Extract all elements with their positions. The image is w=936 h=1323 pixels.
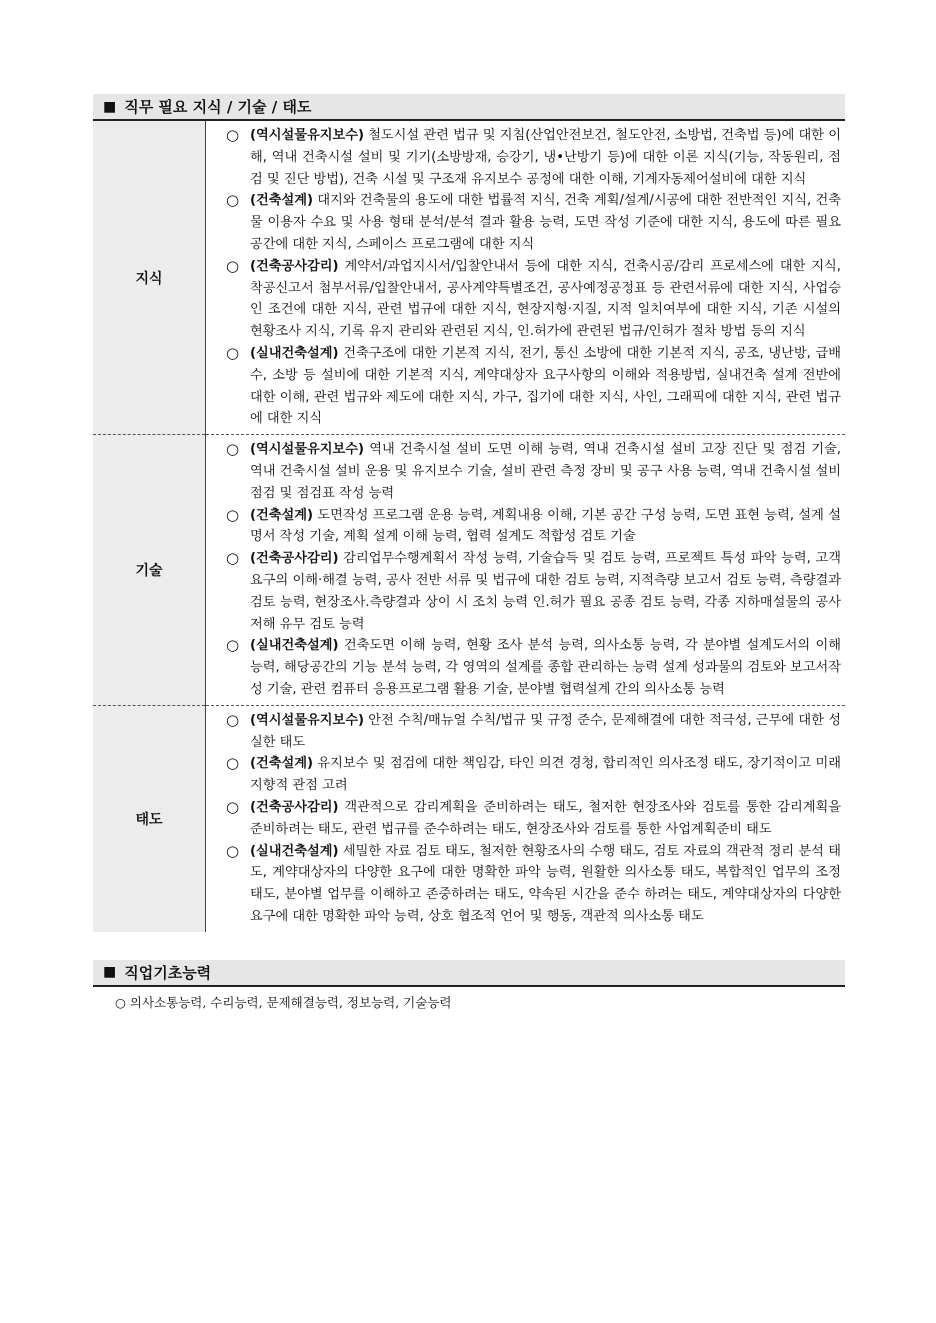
circle-bullet-icon: ○: [226, 797, 240, 816]
item-category: (역시설물유지보수): [250, 712, 364, 728]
list-item: [226, 841, 841, 928]
circle-bullet-icon: ○: [226, 126, 240, 144]
item-description: 안전 수칙/매뉴얼 수칙/법규 및 규정 준수, 문제해결에 대한 적극성, 근무에 대한 성실한 태도: [250, 712, 841, 750]
list-item: [226, 256, 841, 343]
item-description: 계약서/과업지시서/입찰안내서 등에 대한 지식, 건축시공/감리 프로세스에 대한 지식, 착공신고서 첨부서류/입찰안내서, 공사계약특별조건, 공사예정공정표 등 관련서류에 대한 지식, 사업승인 조건에 대한 지식, 관련 법규에 대한 지식, 현장지형·지질, 지적 일치여부에 대한 지식, 기존 시설의 현황조사 지식, 기록 유지 관리와 관련된 지식, 인.허가에 관련된 법규/인허가 절차 방법 등의 지식: [250, 258, 841, 340]
document: [93, 94, 845, 1011]
circle-bullet-icon: ○: [226, 549, 240, 568]
row-label: 태도: [93, 705, 206, 931]
item-description: 객관적으로 감리계획을 준비하려는 태도, 철저한 현장조사와 검토를 통한 감리계획을 준비하려는 태도, 관련 법규를 준수하려는 태도, 현장조사와 검토를 통한 사업계획준비 태도: [250, 799, 841, 837]
basic-ability-list: ○ 의사소통능력, 수리능력, 문제해결능력, 정보능력, 기술능력: [115, 994, 452, 1010]
row-content: [206, 705, 846, 931]
list-item: [226, 548, 841, 635]
item-category: (건축공사감리): [250, 799, 339, 815]
item-description: 철도시설 관련 법규 및 지침(산업안전보건, 철도안전, 소방법, 건축법 등)에 대한 이해, 역내 건축시설 설비 및 기기(소방방재, 승강기, 냉•난방기 등)에 대한 이론 지식(기능, 작동원리, 점검 및 진단 방법), 건축 시설 및 구조재 유지보수 공정에 대한 이해, 기계자동제어설비에 대한 지식: [250, 128, 841, 187]
table-row: [93, 705, 845, 931]
section-header-competency: [93, 94, 845, 121]
item-text: [250, 841, 841, 928]
circle-bullet-icon: ○: [226, 636, 240, 655]
item-text: [250, 125, 841, 190]
list-item: [226, 190, 841, 255]
competency-table: [93, 121, 845, 932]
circle-bullet-icon: ○: [226, 505, 240, 524]
item-category: (건축설계): [250, 193, 314, 209]
row-label: 지식: [93, 121, 206, 435]
row-content: [206, 435, 846, 706]
section-header-basic: [93, 960, 845, 987]
item-category: (역시설물유지보수): [250, 128, 364, 143]
item-category: (건축공사감리): [250, 551, 339, 567]
item-text: [250, 256, 841, 343]
item-text: [250, 797, 841, 841]
item-text: [250, 710, 841, 754]
item-description: 대지와 건축물의 용도에 대한 법률적 지식, 건축 계획/설계/시공에 대한 전반적인 지식, 건축물 이용자 수요 및 사용 형태 분석/분석 결과 활용 능력, 도면 작성 기준에 대한 지식, 용도에 따른 필요 공간에 대한 지식, 스페이스 프로그램에 대한 지식: [250, 193, 841, 252]
list-item: [226, 125, 841, 190]
item-category: (역시설물유지보수): [250, 442, 364, 458]
item-text: [250, 548, 841, 635]
item-description: 감리업무수행계획서 작성 능력, 기술습득 및 검토 능력, 프로젝트 특성 파악 능력, 고객요구의 이해·해결 능력, 공사 전반 서류 및 법규에 대한 검토 능력, 지적측량 보고서 검토 능력, 측량결과 검토 능력, 현장조사.측량결과 상이 시 조치 능력 인.허가 필요 공종 검토 능력, 각종 지하매설물의 공사저해 유무 검토 능력: [250, 551, 841, 632]
list-item: [226, 439, 841, 504]
item-category: (건축설계): [250, 507, 314, 523]
list-item: [226, 753, 841, 797]
item-text: [250, 753, 841, 797]
item-text: [250, 439, 841, 504]
row-content: [206, 121, 846, 435]
item-text: [250, 343, 841, 430]
table-row: [93, 121, 845, 435]
list-item: [226, 797, 841, 841]
item-text: [250, 190, 841, 255]
circle-bullet-icon: ○: [226, 191, 240, 210]
item-category: (건축공사감리): [250, 258, 339, 274]
row-label: 기술: [93, 435, 206, 706]
item-category: (실내건축설계): [250, 843, 339, 859]
table-row: [93, 435, 845, 706]
square-bullet-icon: ■: [103, 98, 117, 115]
item-category: (실내건축설계): [250, 345, 339, 361]
circle-bullet-icon: ○: [226, 343, 240, 362]
item-description: 역내 건축시설 설비 도면 이해 능력, 역내 건축시설 설비 고장 진단 및 점검 기술, 역내 건축시설 설비 운용 및 유지보수 기술, 설비 관련 측정 장비 및 공구 사용 능력, 역내 건축시설 설비 점검 및 점검표 작성 능력: [250, 442, 841, 501]
item-text: [250, 635, 841, 700]
item-description: 건축구조에 대한 기본적 지식, 전기, 통신 소방에 대한 기본적 지식, 공조, 냉난방, 급배수, 소방 등 설비에 대한 기본적 지식, 계약대상자 요구사항의 이해와 적용방법, 실내건축 설계 전반에 대한 이해, 관련 법규와 제도에 대한 지식, 가구, 집기에 대한 지식, 사인, 그래픽에 대한 지식, 관련 법규에 대한 지식: [250, 345, 841, 427]
list-item: [226, 635, 841, 700]
item-description: 세밀한 자료 검토 태도, 철저한 현황조사의 수행 태도, 검토 자료의 객관적 정리 분석 태도, 계약대상자의 다양한 요구에 대한 명확한 파악 능력, 원활한 의사소통 태도, 복합적인 업무의 조정 태도, 분야별 업무를 이해하고 존중하려는 태도, 약속된 시간을 준수 하려는 태도, 계약대상자의 다양한 요구에 대한 명확한 파악 능력, 상호 협조적 언어 및 행동, 객관적 의사소통 태도: [250, 843, 841, 924]
section-title: 직업기초능력: [124, 963, 212, 982]
circle-bullet-icon: ○: [226, 754, 240, 773]
list-item: [226, 505, 841, 549]
item-description: 건축도면 이해 능력, 현황 조사 분석 능력, 의사소통 능력, 각 분야별 설계도서의 이해 능력, 해당공간의 기능 분석 능력, 각 영역의 설계를 종합 관리하는 능력 설계 성과물의 검토와 보고서작성 기술, 관련 컴퓨터 응용프로그램 활용 기술, 분야별 협력설계 간의 의사소통 능력: [250, 638, 841, 697]
circle-bullet-icon: ○: [226, 710, 240, 729]
item-category: (건축설계): [250, 756, 314, 772]
item-description: 유지보수 및 점검에 대한 책임감, 타인 의견 경청, 합리적인 의사조정 태도, 장기적이고 미래지향적 관점 고려: [250, 756, 841, 794]
item-text: [250, 505, 841, 549]
circle-bullet-icon: ○: [226, 841, 240, 860]
item-category: (실내건축설계): [250, 638, 339, 654]
item-description: 도면작성 프로그램 운용 능력, 계획내용 이해, 기본 공간 구성 능력, 도면 표현 능력, 설계 설명서 작성 기술, 계획 설계 이해 능력, 협력 설계도 적합성 검토 기술: [250, 507, 841, 545]
circle-bullet-icon: ○: [226, 256, 240, 275]
square-bullet-icon: ■: [103, 964, 117, 981]
list-item: [226, 710, 841, 754]
circle-bullet-icon: ○: [226, 440, 240, 459]
list-item: [226, 343, 841, 430]
section-title: 직무 필요 지식 / 기술 / 태도: [124, 98, 312, 116]
